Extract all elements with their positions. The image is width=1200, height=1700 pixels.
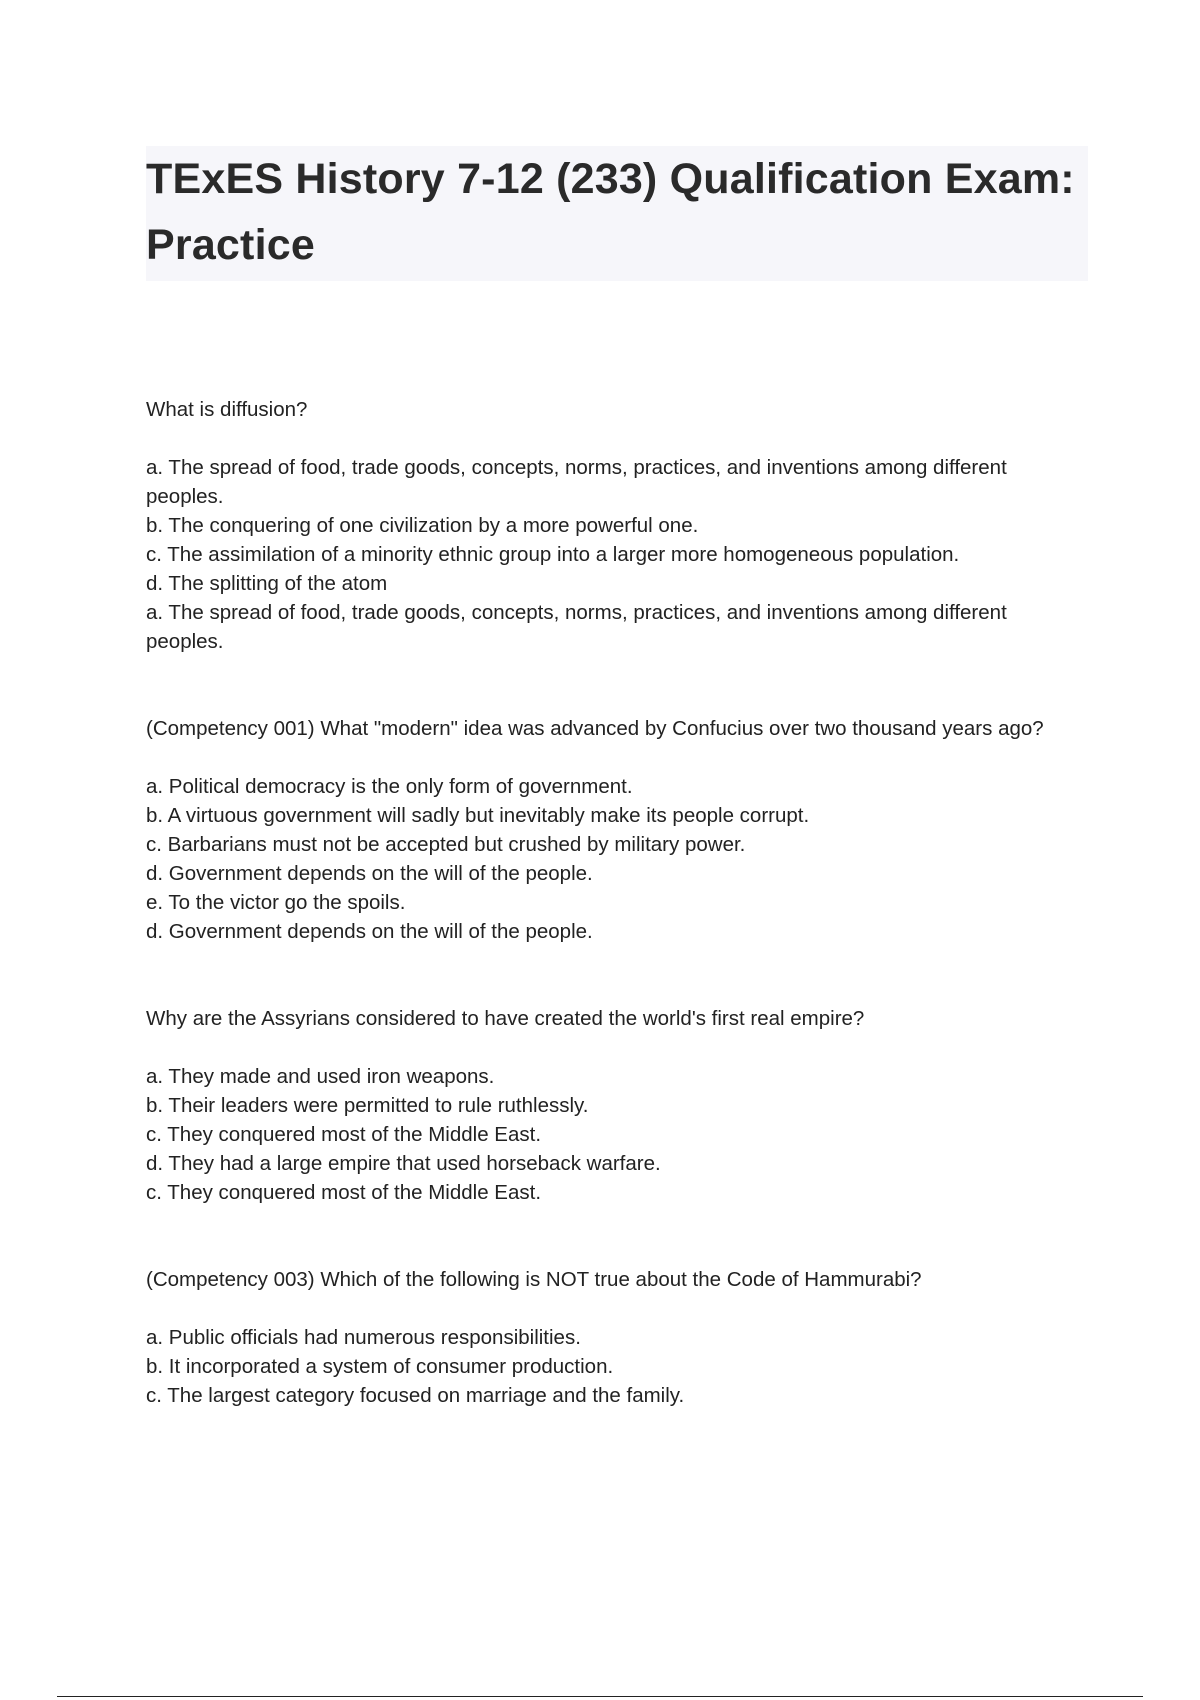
option-item: a. Political democracy is the only form of government. [146,775,633,798]
option-list [146,772,1086,917]
option-item: d. The splitting of the atom [146,572,388,595]
option-item: c. The largest category focused on marriage and the family. [146,1384,685,1407]
question-block [146,714,1086,946]
option-item: b. Their leaders were permitted to rule ruthlessly. [146,1094,589,1117]
option-item: a. The spread of food, trade goods, concepts, norms, practices, and inventions among different peoples. [146,456,1007,508]
option-item: b. It incorporated a system of consumer production. [146,1355,614,1378]
question-block [146,395,1086,656]
answer-text: d. Government depends on the will of the people. [146,920,593,943]
option-item: c. The assimilation of a minority ethnic group into a larger more homogeneous population. [146,543,960,566]
footer-divider [57,1696,1143,1697]
option-item: b. The conquering of one civilization by a more powerful one. [146,514,699,537]
option-item: d. Government depends on the will of the people. [146,862,593,885]
question-block [146,1004,1086,1207]
option-item: c. Barbarians must not be accepted but crushed by military power. [146,833,746,856]
option-list [146,1323,1086,1410]
option-list [146,453,1086,598]
option-item: a. They made and used iron weapons. [146,1065,495,1088]
page-title: TExES History 7-12 (233) Qualification Exam: Practice [146,155,1075,269]
question-prompt: Why are the Assyrians considered to have created the world's first real empire? [146,1007,865,1030]
answer-text: a. The spread of food, trade goods, concepts, norms, practices, and inventions among different peoples. [146,601,1007,653]
question-block [146,1265,1086,1410]
option-item: c. They conquered most of the Middle East. [146,1123,542,1146]
question-list [146,395,1086,1410]
question-prompt: (Competency 003) Which of the following is NOT true about the Code of Hammurabi? [146,1268,922,1291]
option-item: a. Public officials had numerous responsibilities. [146,1326,581,1349]
option-item: d. They had a large empire that used horseback warfare. [146,1152,661,1175]
answer-text: c. They conquered most of the Middle East. [146,1181,542,1204]
option-item: e. To the victor go the spoils. [146,891,406,914]
question-prompt: (Competency 001) What "modern" idea was advanced by Confucius over two thousand years ago? [146,717,1044,740]
question-prompt: What is diffusion? [146,398,308,421]
option-list [146,1062,1086,1178]
option-item: b. A virtuous government will sadly but inevitably make its people corrupt. [146,804,810,827]
title-banner [146,146,1088,281]
